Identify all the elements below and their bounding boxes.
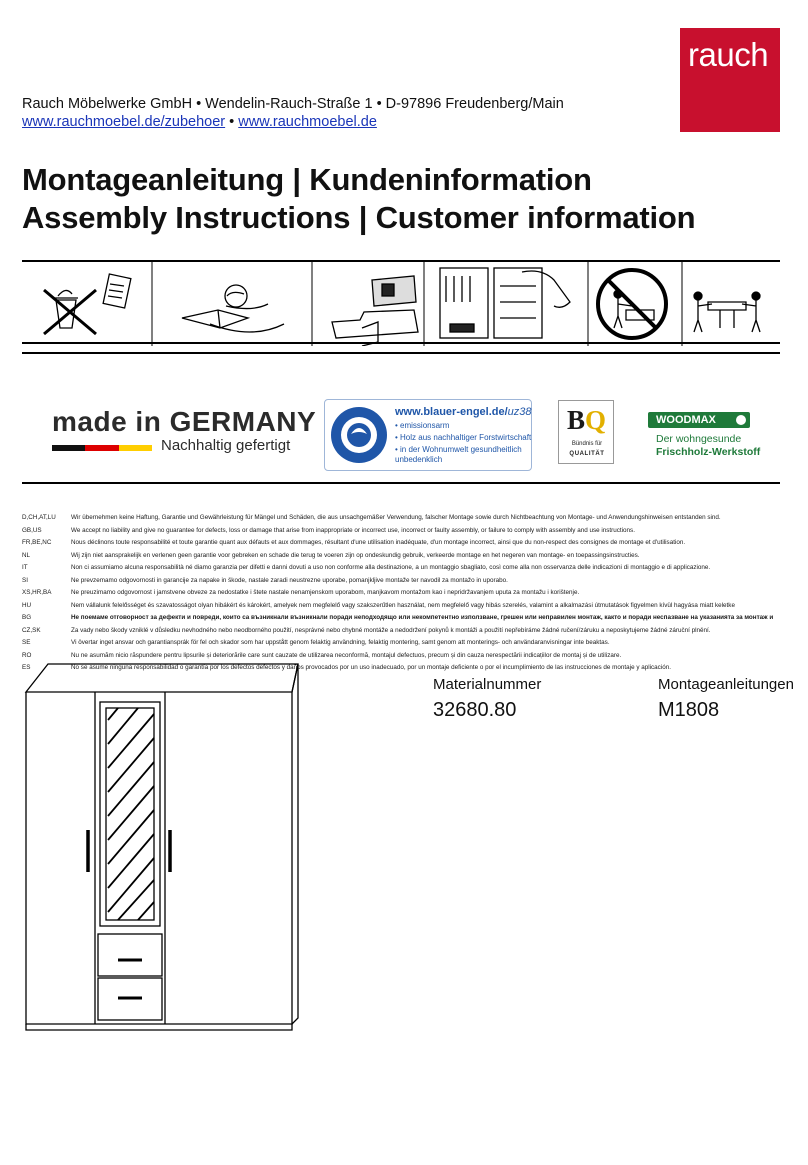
flag-gold	[119, 445, 152, 451]
made-in-germany-text: made in GERMANY	[52, 406, 317, 437]
disclaimer-text: Wij zijn niet aansprakelijk en verlenen geen garantie voor gebreken en schade die terug te voeren zijn op ondeskundig gebruik, verkeerde montage en het negeren van montage- en toepassingsinstructies.	[71, 551, 640, 559]
disclaimer-country-code: FR,BE,NC	[22, 539, 52, 546]
open-manual-icon	[182, 285, 284, 332]
wardrobe-drawing	[22, 662, 322, 1042]
woodmax-name: WOODMAX	[656, 414, 716, 426]
disclaimer-row	[22, 612, 786, 625]
disclaimer-text: Non ci assumiamo alcuna responsabilità né diamo garanzia per difetti e danni dovuti a uso non conforme alla destinazione, a un montaggio sbagliato, così come alla non osservanza delle indicazioni di montaggio e di applicazione.	[71, 564, 711, 571]
blauer-engel-badge	[324, 399, 532, 471]
rauch-logo	[680, 28, 780, 132]
blauer-engel-item: unbedenklich	[395, 455, 443, 464]
disclaimer-row	[22, 575, 786, 588]
disclaimer-country-code: BG	[22, 614, 32, 621]
blauer-engel-item: • emissionsarm	[395, 421, 450, 430]
disclaimer-row	[22, 512, 786, 525]
german-flag-stripe	[52, 445, 152, 451]
control-panel-icon	[440, 268, 570, 338]
company-address: Rauch Möbelwerke GmbH • Wendelin-Rauch-Straße 1 • D-97896 Freudenberg/Main	[22, 96, 564, 112]
link-separator: •	[225, 114, 239, 130]
made-in-germany-subtitle: Nachhaltig gefertigt	[161, 437, 291, 454]
disclaimer-row	[22, 537, 786, 550]
material-number-value: 32680.80	[433, 699, 517, 721]
page-title-de: Montageanleitung | Kundeninformation	[22, 162, 592, 197]
disclaimer-row	[22, 625, 786, 638]
disclaimer-row	[22, 550, 786, 563]
pictogram-strip	[22, 260, 780, 344]
disclaimer-country-code: RO	[22, 651, 32, 659]
disclaimer-text: Ne prevzemamo odgovornosti in garancije za napake in škode, nastale zaradi neustrezne uporabe, pomanjkljive montaže ter navodil za montažo in uporabo.	[71, 576, 508, 584]
disclaimer-text: Nu ne asumăm nicio răspundere pentru lipsurile și deteriorările care sunt cauzate de utilizarea neconformă, montajul defectuos, precum și din cauza nerespectării indicațiilor de montaj și de utilizare.	[71, 651, 622, 659]
disclaimer-text: We accept no liability and give no guarantee for defects, loss or damage that arise from inappropriate or incorrect use, incorrect or faulty assembly, or failure to comply with assembly and use instructions.	[71, 526, 635, 534]
blauer-engel-item: • in der Wohnumwelt gesundheitlich	[395, 445, 522, 454]
blauer-engel-item: • Holz aus nachhaltiger Forstwirtschaft	[395, 433, 532, 442]
disclaimer-row	[22, 650, 786, 663]
instructions-number-label: Montageanleitungen	[658, 676, 794, 693]
wardrobe-illustration	[22, 662, 322, 1047]
disclaimer-country-code: SI	[22, 576, 28, 584]
disclaimer-row	[22, 637, 786, 650]
disclaimer-text: Wir übernehmen keine Haftung, Garantie und Gewährleistung für Mängel und Schäden, die aus unsachgemäßer Verwendung, falscher Montage sowie durch Nichtbeachtung von Montage- und Anwendungshinweisen entstanden sind.	[71, 514, 721, 521]
disclaimer-list	[22, 512, 786, 675]
disclaimer-text: Nous déclinons toute responsabilité et toute garantie quant aux défauts et aux dommages, résultant d'une utilisation inadéquate, d'un montage incorrect, ainsi que du non-respect des consignes de montage et d'utilisation.	[71, 539, 686, 546]
accessories-link[interactable]: www.rauchmoebel.de/zubehoer	[22, 114, 226, 130]
pictogram-illustrations	[22, 262, 780, 346]
bq-subtitle-bold: QUALITÄT	[569, 451, 605, 457]
instructions-number-value: M1808	[658, 699, 720, 721]
disclaimer-country-code: ES	[22, 664, 31, 671]
bq-subtitle: Bündnis für	[571, 441, 603, 447]
woodmax-logo	[648, 412, 750, 428]
woodmax-dot-icon	[736, 415, 746, 425]
homepage-link[interactable]: www.rauchmoebel.de	[238, 114, 377, 130]
bq-quality-badge	[558, 400, 614, 464]
flag-black	[52, 445, 85, 451]
file-document-icon	[332, 276, 418, 346]
flag-red	[85, 445, 118, 451]
disclaimer-text: Не поемаме отговорност за дефекти и повреди, които са възникнали възникнали поради неподходящо или некомпетентно използване, грешен или неправилен монтаж, както и поради неспазване на указанията за монтаж и	[71, 614, 774, 621]
disclaimer-text: Ne preuzimamo odgovornost i jamstvene obveze za nedostatke i štete nastale nenamjenskom uporabom, manjkavom montažom kao i nepridržavanjem uputa za montažu i korištenje.	[71, 589, 580, 596]
certification-badges	[22, 352, 780, 484]
logo-text: rauch	[688, 36, 769, 73]
disclaimer-text: Vi övertar inget ansvar och garantiansprák för fel och skador som har uppstått genom felaktig användning, felaktig montering, samt genom att monterings- och användaranvisningar inte beaktas.	[71, 639, 610, 646]
page-title-en: Assembly Instructions | Customer information	[22, 200, 696, 235]
header-links	[22, 114, 377, 130]
disclaimer-text: Za vady nebo škody vzniklé v důsledku nevhodného nebo neodborného použití, nesprávné nebo chybné montáže a nedodržení pokynů k montáži a použití nepřebíráme žádné ručení/záruku a neposkytujeme žádné záruční plnění.	[71, 626, 711, 634]
disclaimer-country-code: CZ,SK	[22, 626, 41, 634]
disclaimer-row	[22, 600, 786, 613]
disclaimer-text: No se asume ninguna responsabilidad o garantía por los defectos defectos y daños provocados por un uso inadecuado, por un montaje deficiente o por el incumplimiento de las instrucciones de montaje y aplicación.	[71, 664, 671, 671]
woodmax-tagline: Der wohngesunde	[656, 433, 742, 445]
material-number-label: Materialnummer	[433, 676, 542, 693]
woodmax-tagline-bold: Frischholz-Werkstoff	[656, 446, 761, 458]
disclaimer-country-code: NL	[22, 551, 31, 559]
disclaimer-text: Nem vállalunk felelősséget és szavatosságot olyan hibákért és károkért, amelyek nem megfelelő vagy szakszerűtlen használat, nem megfelelő vagy hibás szerelés, valamint a alkalmazási útmutatások figyelmen kívül hagyása miatt keletke	[71, 601, 735, 609]
no-trash-icon	[44, 274, 131, 334]
bq-logo: BQ	[567, 405, 607, 435]
disclaimer-country-code: HU	[22, 601, 32, 609]
disclaimer-country-code: GB,US	[22, 526, 42, 534]
disclaimer-row	[22, 587, 786, 600]
disclaimer-country-code: D,CH,AT,LU	[22, 514, 56, 521]
disclaimer-row	[22, 562, 786, 575]
disclaimer-country-code: XS,HR,BA	[22, 589, 52, 596]
no-lifting-on-bed-icon	[598, 262, 760, 346]
disclaimer-country-code: IT	[22, 564, 28, 571]
disclaimer-row	[22, 525, 786, 538]
disclaimer-country-code: SE	[22, 639, 31, 646]
blauer-engel-icon	[329, 404, 389, 466]
blauer-engel-url: www.blauer-engel.de/uz38	[395, 406, 532, 418]
